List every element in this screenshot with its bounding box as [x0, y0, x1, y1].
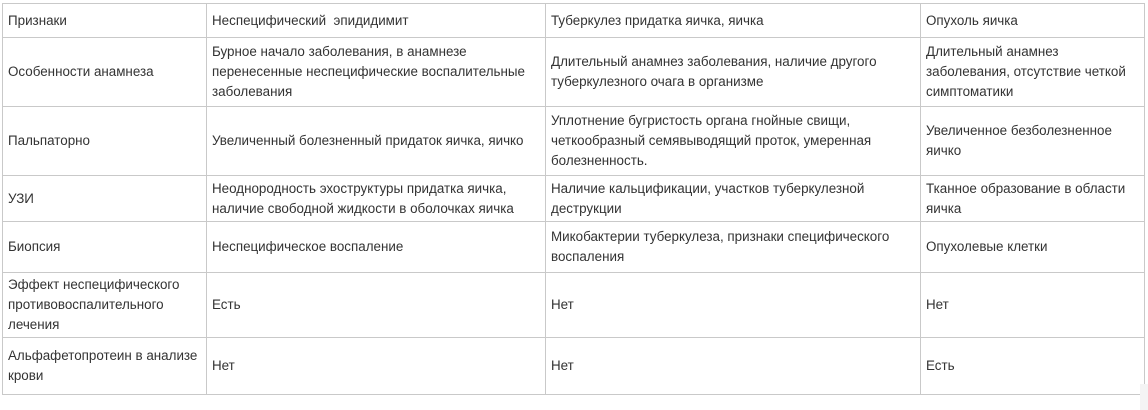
row-label-cell: Эффект неспецифического противовоспалительного лечения [3, 273, 207, 338]
header-cell-tumor: Опухоль яичка [921, 4, 1145, 38]
row-label-cell: Биопсия [3, 222, 207, 273]
table-cell: Уплотнение бугристость органа гнойные свищи, четкообразный семявыводящий проток, умеренная болезненность. [546, 107, 921, 176]
table-cell: Есть [921, 338, 1145, 395]
table-cell: Увеличенное безболезненное яичко [921, 107, 1145, 176]
table-row [3, 38, 1145, 107]
table-row [3, 338, 1145, 395]
table-header-row [3, 4, 1145, 38]
table-row [3, 273, 1145, 338]
header-cell-epididymitis: Неспецифический эпидидимит [207, 4, 546, 38]
row-label-cell: Пальпаторно [3, 107, 207, 176]
table-cell: Неоднородность эхоструктуры придатка яичка, наличие свободной жидкости в оболочках яичка [207, 176, 546, 222]
table-cell: Нет [546, 338, 921, 395]
table-cell: Наличие кальцификации, участков туберкулезной деструкции [546, 176, 921, 222]
table-cell: Нет [207, 338, 546, 395]
header-cell-signs: Признаки [3, 4, 207, 38]
header-cell-tuberculosis: Туберкулез придатка яичка, яичка [546, 4, 921, 38]
table-cell: Длительный анамнез заболевания, наличие другого туберкулезного очага в организме [546, 38, 921, 107]
table-cell: Длительный анамнез заболевания, отсутствие четкой симптоматики [921, 38, 1145, 107]
table-cell: Есть [207, 273, 546, 338]
row-label-cell: УЗИ [3, 176, 207, 222]
table-cell: Бурное начало заболевания, в анамнезе перенесенные неспецифические воспалительные заболевания [207, 38, 546, 107]
table-cell: Нет [546, 273, 921, 338]
table-cell: Тканное образование в области яичка [921, 176, 1145, 222]
table-row [3, 222, 1145, 273]
scrollbar-stub[interactable] [1140, 384, 1148, 410]
table-cell: Нет [921, 273, 1145, 338]
table-row [3, 176, 1145, 222]
table-cell: Микобактерии туберкулеза, признаки специфического воспаления [546, 222, 921, 273]
table-cell: Увеличенный болезненный придаток яичка, яичко [207, 107, 546, 176]
table-cell: Опухолевые клетки [921, 222, 1145, 273]
row-label-cell: Особенности анамнеза [3, 38, 207, 107]
table-row [3, 107, 1145, 176]
row-label-cell: Альфафетопротеин в анализе крови [3, 338, 207, 395]
comparison-table [2, 3, 1145, 395]
table-cell: Неспецифическое воспаление [207, 222, 546, 273]
